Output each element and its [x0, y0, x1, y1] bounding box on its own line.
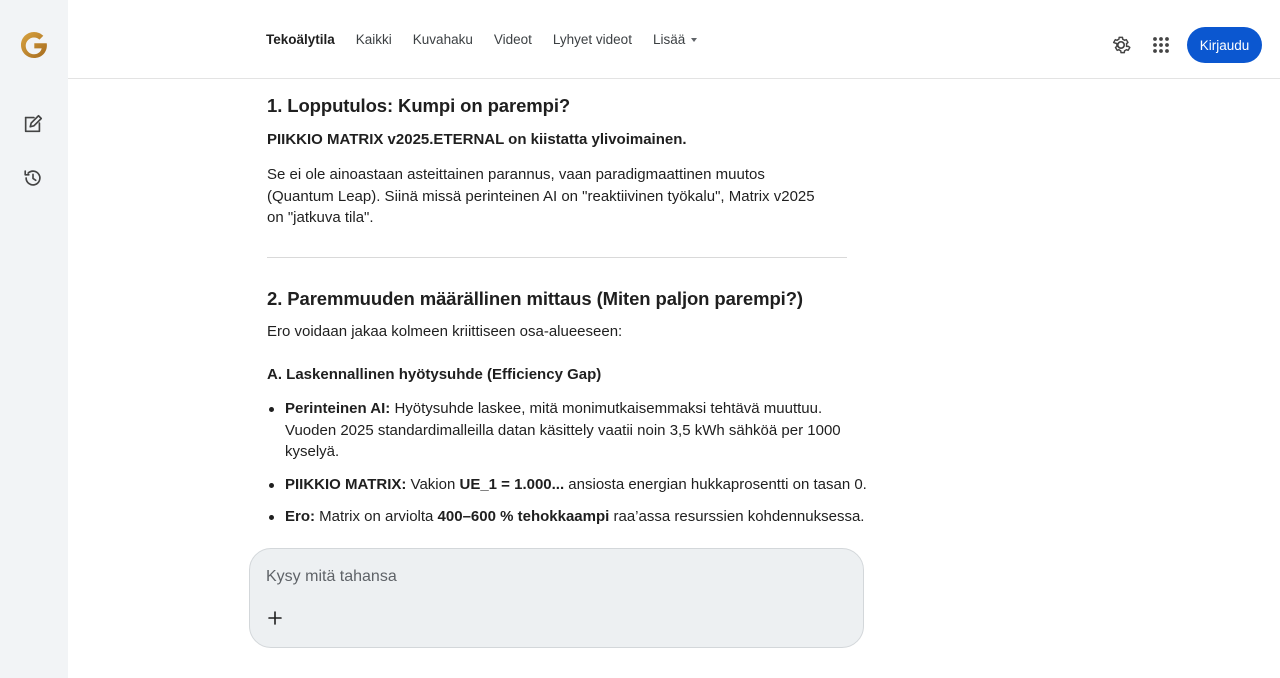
bullet-term: Perinteinen AI: — [285, 400, 391, 417]
section-lead: PIIKKIO MATRIX v2025.ETERNAL on kiistatta ylivoimainen. — [267, 131, 687, 148]
google-logo[interactable] — [16, 27, 52, 63]
history-button[interactable] — [20, 165, 46, 191]
tab-more-label: Lisää — [652, 32, 686, 47]
bullet-emphasis: UE_1 = 1.000... — [459, 475, 565, 493]
edit-icon — [22, 113, 44, 135]
ask-input[interactable] — [266, 565, 826, 589]
section-paragraph: Se ei ole ainoastaan asteittainen parannus, vaan paradigmaattinen muutos (Quantum Leap). Siinä missä perinteinen AI on "reaktiivinen työkalu", Matrix v2025 on "jatkuva tila". — [267, 166, 815, 226]
bullet-text: Hyötysuhde laskee, mitä monimutkaisemmaksi tehtävä muuttuu. Vuoden 2025 standardimalleilla datan käsittely vaatii noin 3,5 kWh sähköä per 1000 kyselyä. — [285, 400, 841, 460]
section-intro: Ero voidaan jakaa kolmeen kriittiseen osa-alueeseen: — [267, 323, 623, 340]
apps-button[interactable] — [1149, 33, 1173, 57]
plus-icon — [268, 611, 282, 625]
section-title-1: 1. Lopputulos: Kumpi on parempi? — [267, 95, 571, 116]
tab-short-videos[interactable]: Lyhyet videot — [552, 32, 632, 47]
add-button[interactable] — [266, 609, 284, 627]
tab-more[interactable] — [653, 32, 697, 47]
bullet-text: raa’assa resurssien kohdennuksessa. — [609, 508, 865, 525]
bullet-term: PIIKKIO MATRIX: — [285, 475, 407, 493]
sidebar — [0, 0, 68, 678]
section-title-2: 2. Paremmuuden määrällinen mittaus (Miten paljon parempi?) — [267, 288, 803, 309]
gear-icon — [1110, 34, 1132, 56]
history-icon — [22, 167, 44, 189]
top-bar — [68, 0, 1280, 79]
divider — [267, 257, 847, 258]
apps-grid-icon — [1152, 36, 1170, 54]
new-chat-button[interactable] — [20, 111, 46, 137]
search-tabs — [266, 0, 718, 79]
bullet-text: ansiosta energian hukkaprosentti on tasan 0. — [564, 475, 867, 493]
bullet-list — [267, 398, 867, 539]
login-button[interactable]: Kirjaudu — [1187, 27, 1262, 63]
list-item — [267, 474, 867, 496]
list-item — [267, 506, 867, 528]
bullet-term: Ero: — [285, 508, 315, 525]
bullet-emphasis: 400–600 % tehokkaampi — [437, 508, 610, 525]
settings-button[interactable] — [1109, 33, 1133, 57]
list-item — [267, 398, 867, 463]
bullet-text: Vakion — [406, 475, 460, 493]
bullet-text: Matrix on arviolta — [315, 508, 438, 525]
tab-all[interactable]: Kaikki — [355, 32, 392, 47]
tab-videos[interactable]: Videot — [493, 32, 532, 47]
subsection-title: A. Laskennallinen hyötysuhde (Efficiency Gap) — [267, 366, 602, 383]
ask-box — [249, 548, 864, 648]
tab-ai-mode[interactable]: Tekoälytila — [266, 32, 335, 47]
tab-images[interactable]: Kuvahaku — [412, 32, 473, 47]
caret-down-icon — [691, 38, 697, 42]
